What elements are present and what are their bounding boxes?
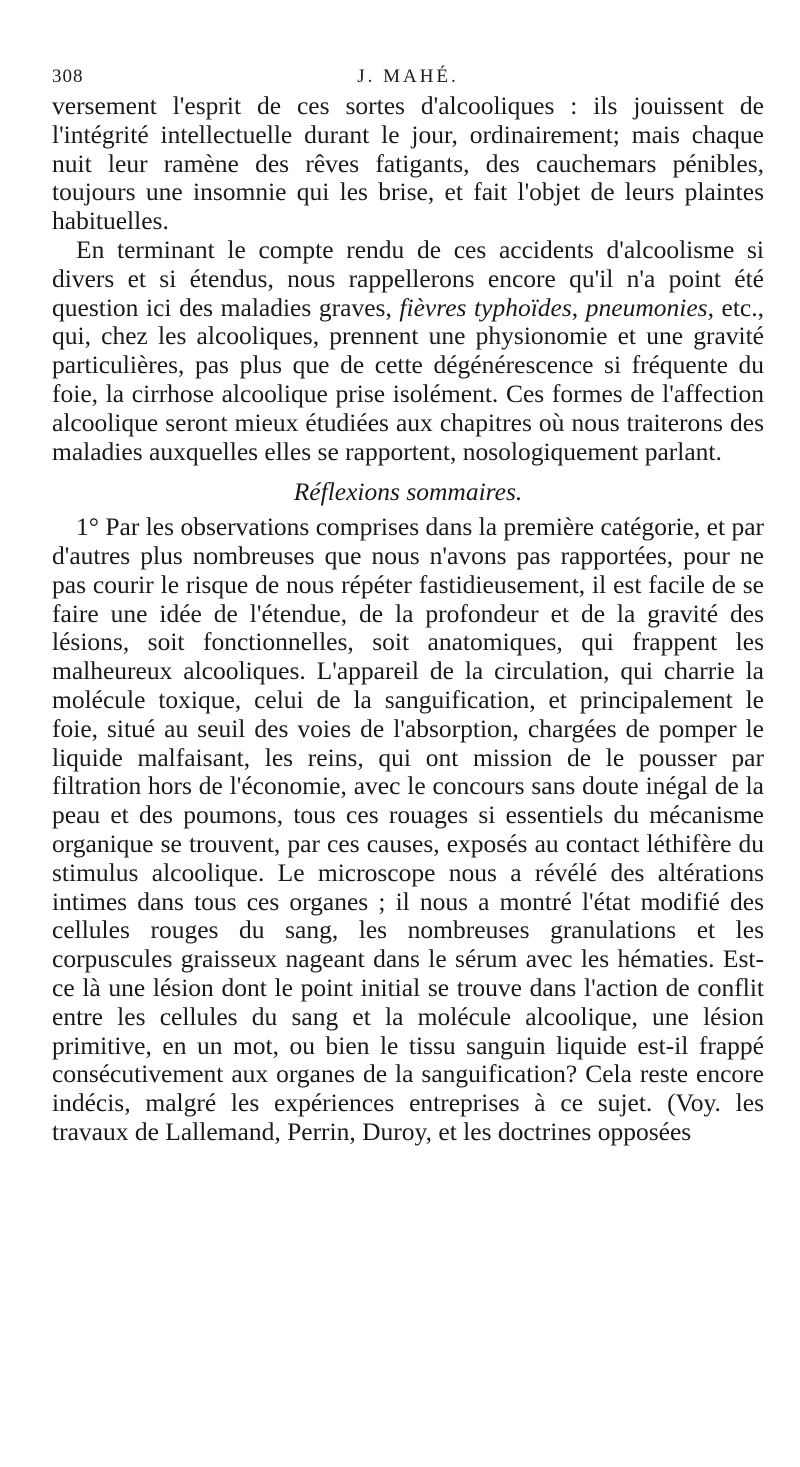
running-head: J. MAHÉ.	[357, 66, 459, 87]
comma-separator: ,	[571, 292, 586, 322]
paragraph-reflections: 1° Par les observations comprises dans la première catégorie, et par d'autres plus nombreuses que nous n'avons pas rapportées, pour ne pas courir le risque de nous répéter fastidieusement, il est facile de se faire une idée de l'étendue, de la profondeur et de la gravité des lésions, soit fonctionnelles, soit anatomiques, qui frappent les malheureux alcooliques. L'appareil de la circulation, qui charrie la molécule toxique, celui de la sanguification, et principalement le foie, situé au seuil des voies de l'absorption, chargées de pomper le liquide malfaisant, les reins, qui ont mission de le pousser par filtration hors de l'économie, avec le concours sans doute inégal de la peau et des poumons, tous ces rouages si essentiels du mécanisme organique se trouvent, par ces causes, exposés au contact léthifère du stimulus alcoolique. Le microscope nous a révélé des altérations intimes dans tous ces organes ; il nous a montré l'état modifié des cellules rouges du sang, les nombreuses granulations et les corpuscules graisseux nageant dans le sérum avec les hématies. Est-ce là une lésion dont le point initial se trouve dans l'action de conflit entre les cellules du sang et la molécule alcoolique, une lésion primitive, en un mot, ou bien le tissu sanguin liquide est-il frappé consécutivement aux organes de la sanguification? Cela reste encore indécis, malgré les expériences entreprises à ce sujet. (Voy. les travaux de Lallemand, Perrin, Duroy, et les doctrines opposées	[52, 512, 764, 1146]
book-page	[52, 62, 764, 1147]
paragraph-conclusion	[52, 236, 764, 466]
body-text	[52, 92, 764, 1147]
paragraph-continued: versement l'esprit de ces sortes d'alcooliques : ils jouissent de l'intégrité intellectuelle durant le jour, ordinairement; mais chaque nuit leur ramène des rêves fatigants, des cauchemars pénibles, toujours une insomnie qui les brise, et fait l'objet de leurs plaintes habituelles.	[52, 91, 764, 236]
italic-term-typhoid: fièvres typhoïdes	[399, 292, 572, 322]
section-title: Réflexions sommaires.	[293, 477, 523, 507]
page-number: 308	[52, 66, 84, 87]
paragraph-conclusion-text-a: En terminant le compte rendu de ces accidents d'alcoolisme si divers et si étendus, nous rappellerons encore qu'il n'a point été question ici des maladies graves,	[52, 234, 764, 322]
page-header	[52, 62, 764, 92]
italic-term-pneumonia: pneumonies	[585, 292, 708, 322]
paragraph-conclusion-text-b: , etc., qui, chez les alcooliques, prennent une physionomie et une gravité particulières, pas plus que de cette dégénérescence si fréquente du foie, la cirrhose alcoolique prise isolément. Ces formes de l'affection alcoolique seront mieux étudiées aux chapitres où nous traiterons des maladies auxquelles elles se rapportent, nosologiquement parlant.	[52, 292, 765, 466]
